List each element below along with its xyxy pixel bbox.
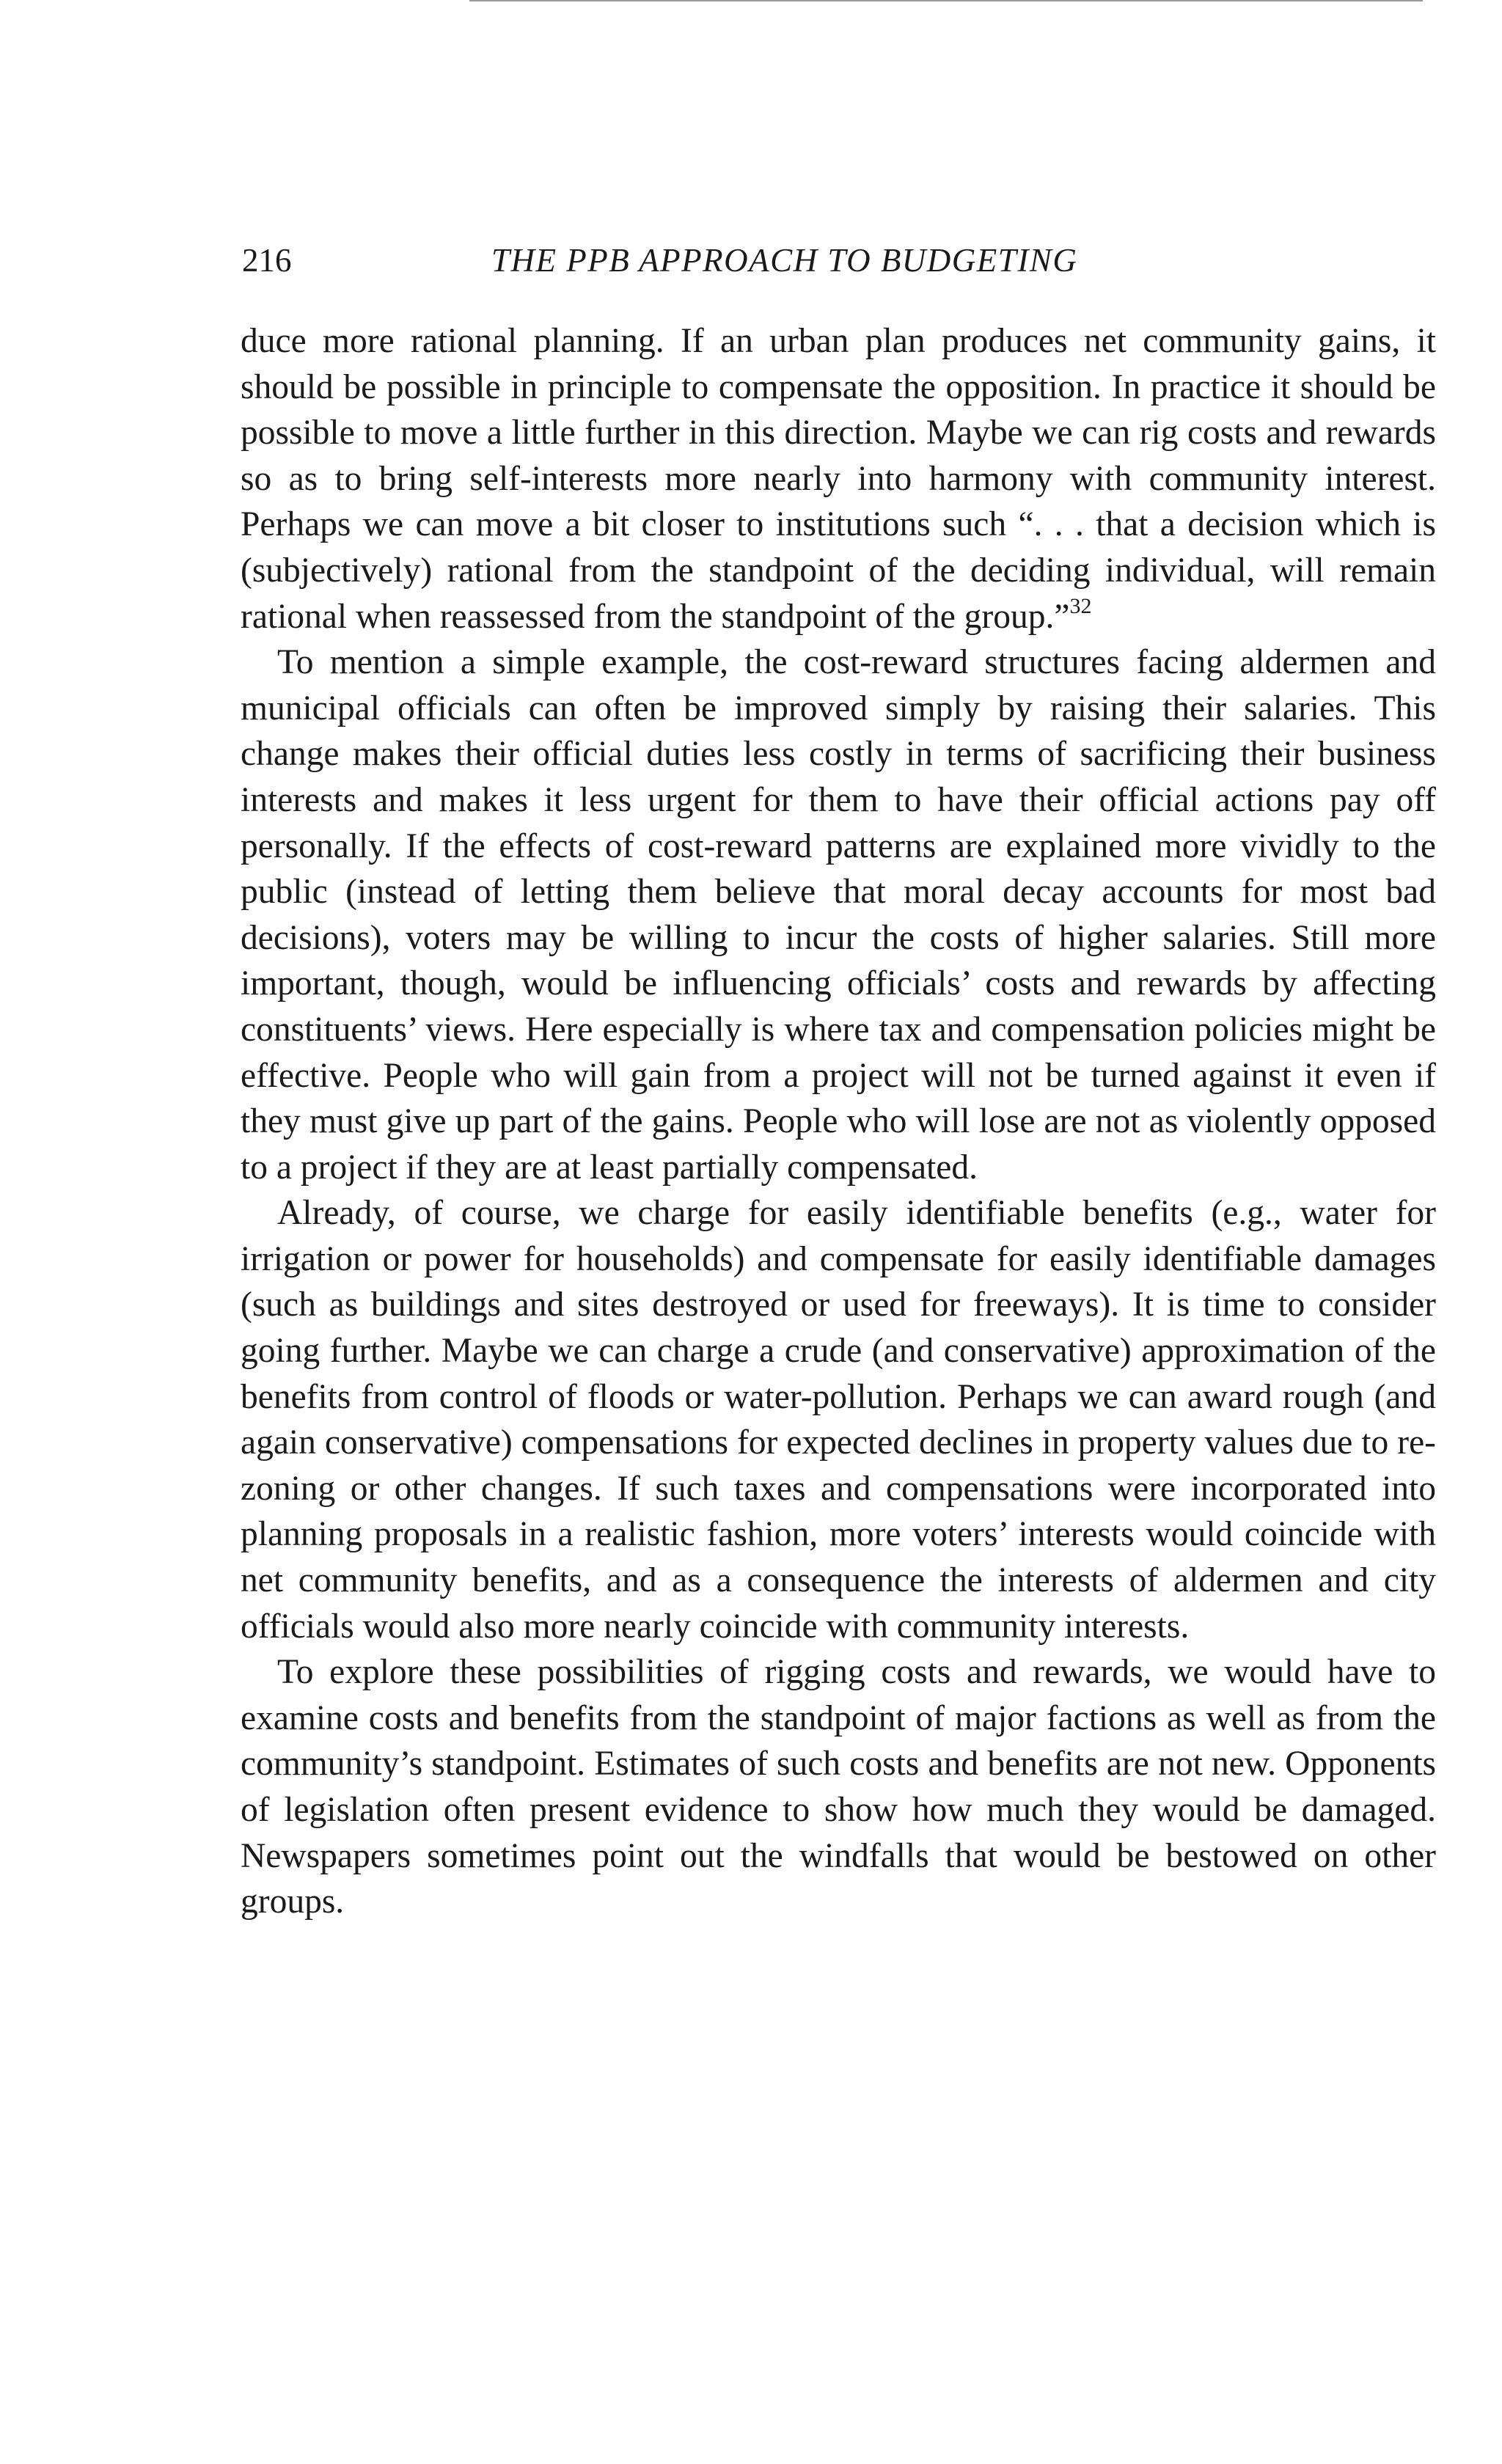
paragraph-1 bbox=[241, 318, 1436, 639]
page-number: 216 bbox=[242, 242, 292, 279]
footnote-ref-32: 32 bbox=[1069, 593, 1092, 618]
body-text bbox=[241, 318, 1436, 1925]
paragraph-2: To mention a simple example, the cost-reward structures facing aldermen and municipal officials can often be improved simply by raising their salaries. This change makes their official duties less costly in terms of sacrificing their business interests and makes it less urgent for them to have their official actions pay off personally. If the effects of cost-reward patterns are explained more vividly to the public (instead of letting them believe that moral decay accounts for most bad decisions), voters may be willing to incur the costs of higher salaries. Still more important, though, would be influencing officials’ costs and rewards by affecting constituents’ views. Here especially is where tax and compensation policies might be effective. People who will gain from a project will not be turned against it even if they must give up part of the gains. People who will lose are not as violently opposed to a project if they are at least partially compensated. bbox=[241, 643, 1436, 1187]
running-header bbox=[242, 238, 1437, 282]
paragraph-4: To explore these possibilities of rigging costs and rewards, we would have to examine costs and benefits from the standpoint of major factions as well as from the community’s standpoint. Estimates of such costs and benefits are not new. Opponents of legislation often present evidence to show how much they would be damaged. Newspapers sometimes point out the windfalls that would be bestowed on other groups. bbox=[241, 1653, 1436, 1921]
top-edge-rule bbox=[469, 0, 1423, 1]
running-title: THE PPB APPROACH TO BUDGETING bbox=[491, 242, 1078, 279]
paragraph-1-text: duce more rational planning. If an urban plan produces net community gains, it should be possible in principle to compensate the opposition. In practice it should be possible to move a little further in this direction. Maybe we can rig costs and rewards so as to bring self-interests more nearly into harmony with community interest. Perhaps we can move a bit closer to institutions such “. . . that a decision which is (subjectively) rational from the standpoint of the deciding individual, will remain rational when reassessed from the standpoint of the group.” bbox=[241, 322, 1436, 636]
paragraph-3: Already, of course, we charge for easily identifiable benefits (e.g., water for irrigation or power for households) and compensate for easily identifiable damages (such as buildings and sites destroyed or used for freeways). It is time to consider going further. Maybe we can charge a crude (and conservative) approximation of the benefits from control of floods or water-pollution. Perhaps we can award rough (and again conservative) compensations for expected declines in property values due to re-zoning or other changes. If such taxes and compensations were incorporated into planning proposals in a realistic fashion, more voters’ interests would coincide with net community benefits, and as a consequence the interests of aldermen and city officials would also more nearly coincide with community interests. bbox=[241, 1194, 1436, 1646]
